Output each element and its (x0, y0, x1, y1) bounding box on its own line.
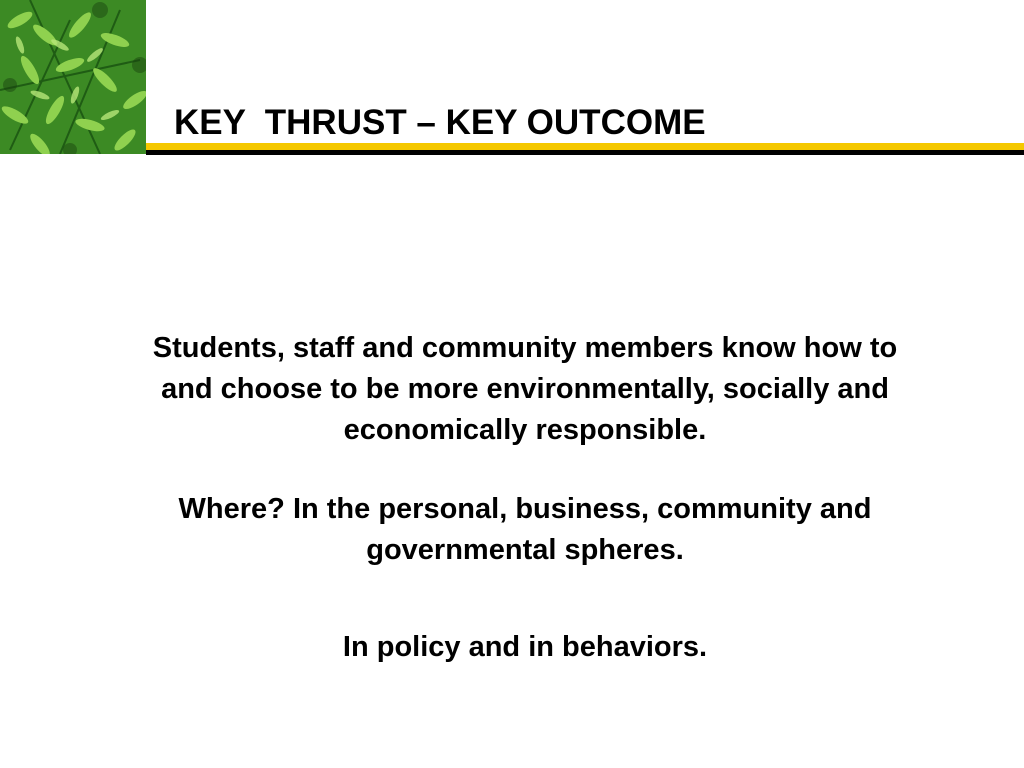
policy-statement: In policy and in behaviors. (342, 631, 708, 663)
title-underline-accent (146, 143, 1024, 150)
where-statement: Where? In the personal, business, community and governmental spheres. (178, 493, 872, 566)
slide-title: KEY THRUST – KEY OUTCOME (174, 103, 706, 142)
slide-body (60, 328, 990, 668)
fern-leaves-image (0, 0, 146, 154)
title-underline (146, 150, 1024, 155)
outcome-statement: Students, staff and community members know how to and choose to be more environmentally, socially and economically responsible. (152, 332, 898, 446)
